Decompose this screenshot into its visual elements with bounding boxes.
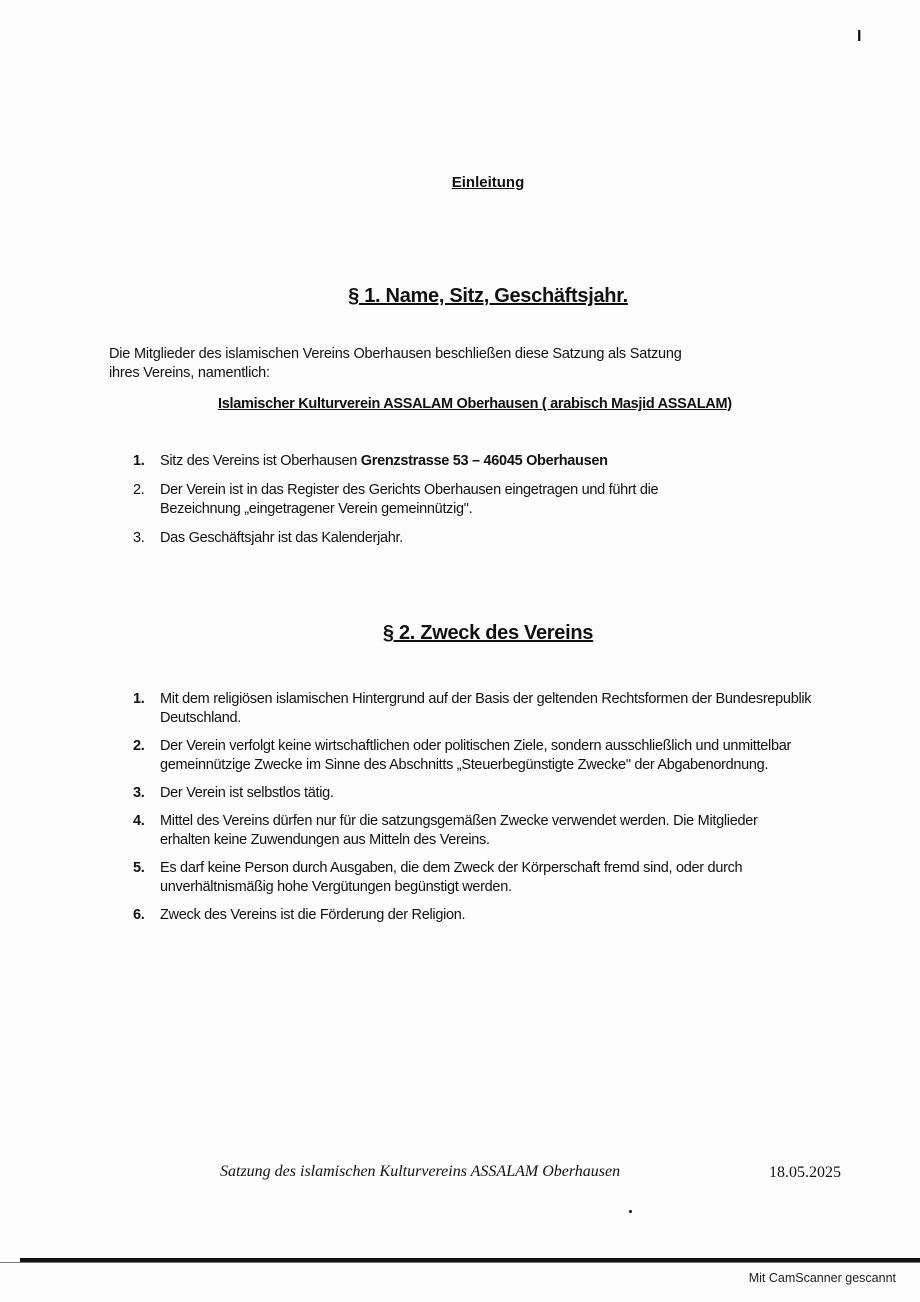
list-item-text <box>160 452 733 471</box>
list-item <box>133 784 853 803</box>
paragraph-line-2: ihres Vereins, namentlich: <box>109 365 270 381</box>
list-item-line-1: Der Verein ist in das Register des Gerichts Oberhausen eingetragen und führt die <box>160 482 659 498</box>
camscanner-watermark: Mit CamScanner gescannt <box>748 1271 896 1285</box>
list-item-line-1: Es darf keine Person durch Ausgaben, die dem Zweck der Körperschaft fremd sind, oder durch <box>160 860 743 876</box>
list-item-number: 1. <box>133 691 145 707</box>
list-item-text: Zweck des Vereins ist die Förderung der Religion. <box>160 907 466 923</box>
list-item-text <box>160 690 853 728</box>
section-2-list <box>133 690 853 934</box>
list-item <box>133 452 733 471</box>
list-item-number: 3. <box>133 530 145 546</box>
list-item-text <box>160 737 853 775</box>
scan-dot <box>629 1210 632 1213</box>
list-item-text <box>160 859 853 897</box>
intro-heading: Einleitung <box>451 174 525 191</box>
list-item-line-1: Mittel des Vereins dürfen nur für die satzungsgemäßen Zwecke verwendet werden. Die Mitglieder <box>160 813 758 829</box>
address-bold: Grenzstrasse 53 – 46045 Oberhausen <box>360 453 608 469</box>
list-item-number: 3. <box>133 785 145 801</box>
list-item <box>133 906 853 925</box>
list-item-number: 5. <box>133 860 145 876</box>
list-item-number: 6. <box>133 907 145 923</box>
paragraph-line-1: Die Mitglieder des islamischen Vereins Oberhausen beschließen diese Satzung als Satzung <box>109 346 682 362</box>
list-item-line-1: Mit dem religiösen islamischen Hintergrund auf der Basis der geltenden Rechtsformen der Bundesrepublik <box>160 691 812 707</box>
list-item-text: Das Geschäftsjahr ist das Kalenderjahr. <box>160 530 403 546</box>
list-item <box>133 529 733 548</box>
list-item-text-plain: Sitz des Vereins ist Oberhausen <box>160 453 361 469</box>
list-item-line-1: Der Verein verfolgt keine wirtschaftlichen oder politischen Ziele, sondern ausschließlich und unmittelbar <box>160 738 792 754</box>
list-item-line-2: unverhältnismäßig hohe Vergütungen begünstigt werden. <box>160 879 512 895</box>
list-item-number: 1. <box>133 453 145 469</box>
list-item-number: 2. <box>133 482 145 498</box>
list-item <box>133 481 733 519</box>
list-item <box>133 859 853 897</box>
list-item-text: Der Verein ist selbstlos tätig. <box>160 785 334 801</box>
list-item-line-2: Bezeichnung „eingetragener Verein gemeinnützig". <box>160 501 473 517</box>
list-item-number: 4. <box>133 813 145 829</box>
section-2-heading: § 2. Zweck des Vereins <box>382 622 594 644</box>
club-name: Islamischer Kulturverein ASSALAM Oberhausen ( arabisch Masjid ASSALAM) <box>218 396 732 412</box>
footer-date: 18.05.2025 <box>769 1164 841 1181</box>
list-item-line-2: Deutschland. <box>160 710 242 726</box>
list-item <box>133 812 853 850</box>
list-item-line-2: erhalten keine Zuwendungen aus Mitteln des Vereins. <box>160 832 490 848</box>
list-item-text <box>160 812 853 850</box>
scan-bottom-border-thin <box>0 1262 920 1263</box>
list-item <box>133 737 853 775</box>
section-1-heading: § 1. Name, Sitz, Geschäftsjahr. <box>348 285 628 307</box>
footer-title: Satzung des islamischen Kulturvereins ASSALAM Oberhausen <box>220 1163 621 1180</box>
section-1-list <box>133 452 733 558</box>
list-item-text <box>160 481 733 519</box>
page-number: I <box>857 28 862 45</box>
list-item-number: 2. <box>133 738 145 754</box>
list-item <box>133 690 853 728</box>
list-item-line-2: gemeinnützige Zwecke im Sinne des Abschnitts „Steuerbegünstigte Zwecke" der Abgabenordnung. <box>160 757 769 773</box>
section-1-intro-paragraph <box>109 345 749 383</box>
